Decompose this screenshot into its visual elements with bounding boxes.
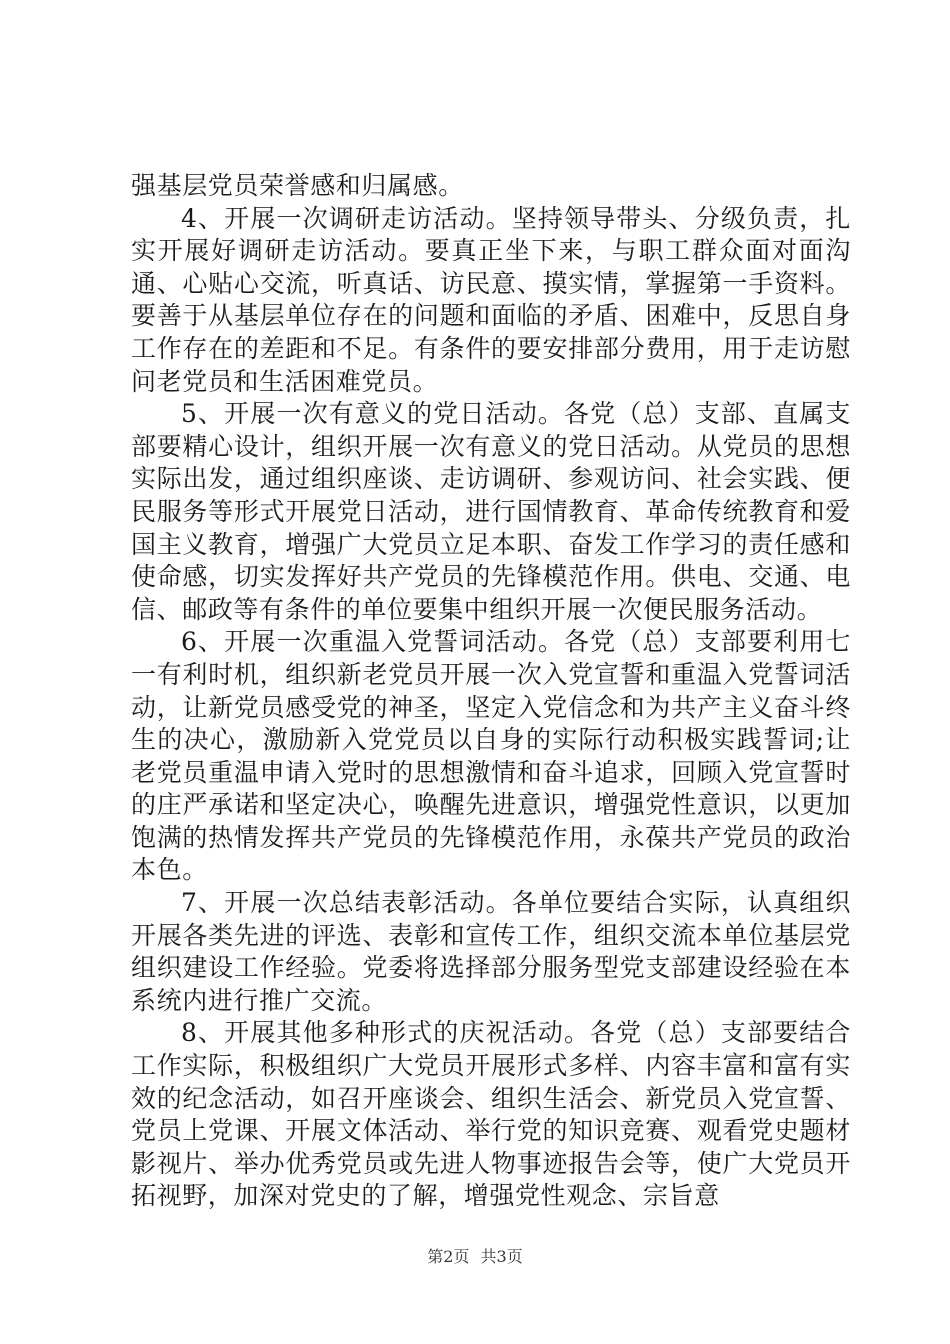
page-number: 第2页 [427, 1247, 470, 1266]
paragraph-item-7: 7、开展一次总结表彰活动。各单位要结合实际，认真组织开展各类先进的评选、表彰和宣传工作，组织交流本单位基层党组织建设工作经验。党委将选择部分服务型党支部建设经验在本系统内进行推广交流。 [131, 888, 851, 1015]
paragraph-item-6: 6、开展一次重温入党誓词活动。各党（总）支部要利用七一有利时机，组织新老党员开展一次入党宣誓和重温入党誓词活动，让新党员感受党的神圣，坚定入党信念和为共产主义奋斗终生的决心，激励新入党党员以自身的实际行动积极实践誓词;让老党员重温申请入党时的思想激情和奋斗追求，回顾入党宣誓时的庄严承诺和坚定决心，唤醒先进意识，增强党性意识，以更加饱满的热情发挥共产党员的先锋模范作用，永葆共产党员的政治本色。 [131, 627, 851, 885]
document-body [131, 170, 851, 1213]
paragraph-item-4: 4、开展一次调研走访活动。坚持领导带头、分级负责，扎实开展好调研走访活动。要真正坐下来，与职工群众面对面沟通、心贴心交流，听真话、访民意、摸实情，掌握第一手资料。要善于从基层单位存在的问题和面临的矛盾、困难中，反思自身工作存在的差距和不足。有条件的要安排部分费用，用于走访慰问老党员和生活困难党员。 [131, 203, 851, 396]
paragraph-item-8: 8、开展其他多种形式的庆祝活动。各党（总）支部要结合工作实际，积极组织广大党员开展形式多样、内容丰富和富有实效的纪念活动，如召开座谈会、组织生活会、新党员入党宣誓、党员上党课、开展文体活动、举行党的知识竞赛、观看党史题材影视片、举办优秀党员或先进人物事迹报告会等，使广大党员开拓视野，加深对党史的了解，增强党性观念、宗旨意 [131, 1018, 851, 1211]
page-footer [0, 1244, 950, 1267]
page-total: 共3页 [480, 1247, 523, 1266]
paragraph-continuation: 强基层党员荣誉感和归属感。 [131, 171, 464, 200]
paragraph-item-5: 5、开展一次有意义的党日活动。各党（总）支部、直属支部要精心设计，组织开展一次有意义的党日活动。从党员的思想实际出发，通过组织座谈、走访调研、参观访问、社会实践、便民服务等形式开展党日活动，进行国情教育、革命传统教育和爱国主义教育，增强广大党员立足本职、奋发工作学习的责任感和使命感，切实发挥好共产党员的先锋模范作用。供电、交通、电信、邮政等有条件的单位要集中组织开展一次便民服务活动。 [131, 399, 851, 624]
